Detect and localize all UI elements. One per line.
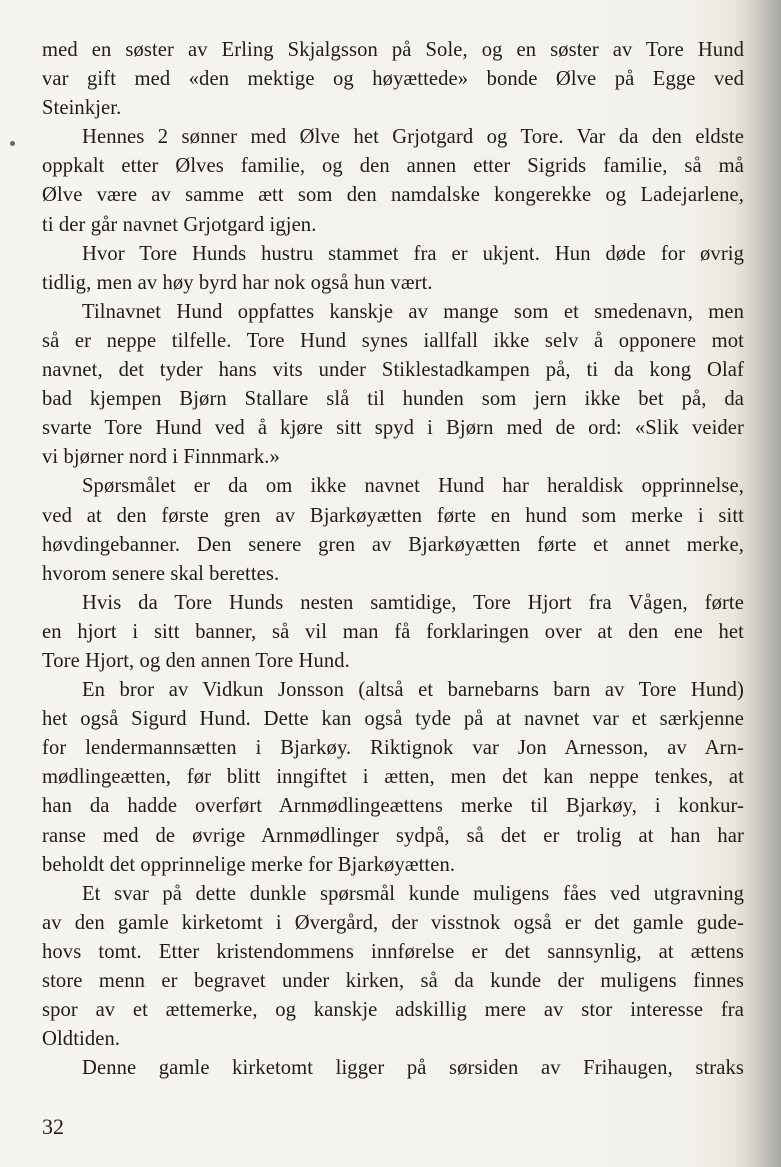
text-line: mødlingeætten, før blitt inngiftet i ætten, men det kan neppe tenkes, at <box>42 766 744 789</box>
text-line: Et svar på dette dunkle spørsmål kunde muligens fåes ved utgravning <box>82 882 744 905</box>
paragraph <box>42 123 744 239</box>
text-line: tidlig, men av høy byrd har nok også hun vært. <box>42 271 433 294</box>
text-line: Ølve være av samme ætt som den namdalske kongerekke og Ladejarlene, <box>42 184 744 207</box>
text-line: en hjort i sitt banner, så vil man få forklaringen over at den ene het <box>42 620 744 643</box>
paragraph <box>42 472 744 588</box>
paragraph <box>42 676 744 880</box>
text-line: av den gamle kirketomt i Øvergård, der visstnok også er det gamle gude- <box>42 911 744 934</box>
text-line: han da hadde overført Arnmødlingeættens merke til Bjarkøy, i konkur- <box>42 795 744 818</box>
margin-speck <box>10 141 15 146</box>
text-line: En bror av Vidkun Jonsson (altså et barnebarns barn av Tore Hund) <box>82 679 744 702</box>
body-text <box>42 36 744 1083</box>
text-line: med en søster av Erling Skjalgsson på Sole, og en søster av Tore Hund <box>42 39 744 61</box>
text-line: hvorom senere skal berettes. <box>42 562 280 585</box>
text-line: ranse med de øvrige Arnmødlinger sydpå, så det er trolig at han har <box>42 824 744 847</box>
text-line: vi bjørner nord i Finnmark.» <box>42 446 280 469</box>
paragraph <box>42 589 744 676</box>
text-line: beholdt det opprinnelige merke for Bjarkøyætten. <box>42 853 456 876</box>
text-line: spor av et ættemerke, og kanskje adskillig mere av stor interesse fra <box>42 999 744 1022</box>
text-line: Denne gamle kirketomt ligger på sørsiden av Frihaugen, straks <box>82 1057 744 1080</box>
text-line: høvdingebanner. Den senere gren av Bjarkøyætten førte et annet merke, <box>42 533 744 556</box>
text-line: var gift med «den mektige og høyættede» bonde Ølve på Egge ved <box>42 68 744 91</box>
text-line: Steinkjer. <box>42 97 122 120</box>
text-line: svarte Tore Hund ved å kjøre sitt spyd i Bjørn med de ord: «Slik veider <box>42 417 744 440</box>
text-line: het også Sigurd Hund. Dette kan også tyde på at navnet var et særkjenne <box>42 708 744 731</box>
text-line: for lendermannsætten i Bjarkøy. Riktignok var Jon Arnesson, av Arn- <box>42 737 744 760</box>
paragraph <box>42 36 744 123</box>
paragraph <box>42 298 744 473</box>
text-line: Hennes 2 sønner med Ølve het Grjotgard og Tore. Var da den eldste <box>82 126 744 149</box>
text-line: Spørsmålet er da om ikke navnet Hund har heraldisk opprinnelse, <box>82 475 744 498</box>
text-line: Oldtiden. <box>42 1028 121 1051</box>
text-line: bad kjempen Bjørn Stallare slå til hunden som jern ikke bet på, da <box>42 388 744 411</box>
text-line: så er neppe tilfelle. Tore Hund synes iallfall ikke selv å opponere mot <box>42 329 744 352</box>
page-number: 32 <box>42 1114 64 1139</box>
text-line: ti der går navnet Grjotgard igjen. <box>42 213 317 236</box>
paragraph <box>42 240 744 298</box>
text-line: Hvor Tore Hunds hustru stammet fra er ukjent. Hun døde for øvrig <box>82 242 744 265</box>
text-line: Tilnavnet Hund oppfattes kanskje av mange som et smedenavn, men <box>82 300 744 323</box>
text-line: ved at den første gren av Bjarkøyætten førte en hund som merke i sitt <box>42 504 744 527</box>
text-line: navnet, det tyder hans vits under Stiklestadkampen på, ti da kong Olaf <box>42 359 744 382</box>
paragraph <box>42 880 744 1055</box>
text-line: oppkalt etter Ølves familie, og den annen etter Sigrids familie, så må <box>42 155 744 178</box>
text-line: store menn er begravet under kirken, så da kunde der muligens finnes <box>42 970 744 992</box>
paragraph <box>42 1054 744 1083</box>
text-line: hovs tomt. Etter kristendommens innførelse er det sannsynlig, at ættens <box>42 940 744 963</box>
text-line: Tore Hjort, og den annen Tore Hund. <box>42 649 350 672</box>
text-line: Hvis da Tore Hunds nesten samtidige, Tore Hjort fra Vågen, førte <box>82 591 744 614</box>
